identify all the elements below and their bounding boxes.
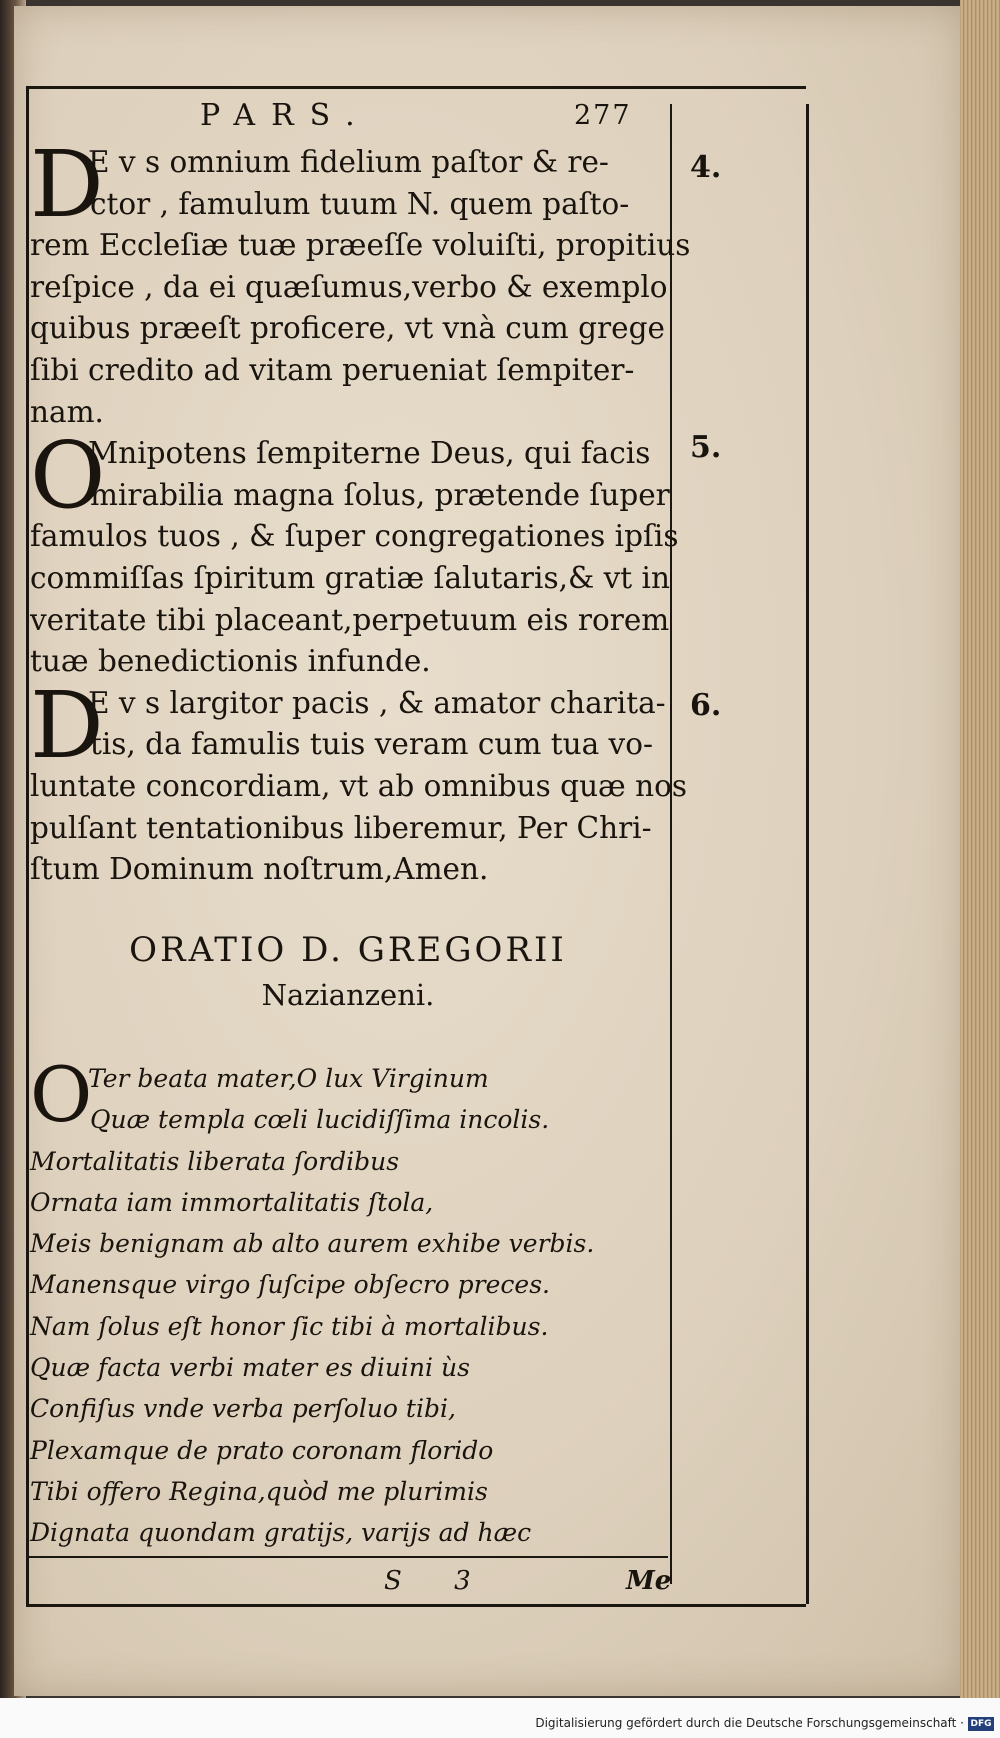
signature-mark: S 3 <box>384 1566 493 1596</box>
poem-line: Ter beata mater,O lux Virginum <box>88 1064 489 1093</box>
text-line: ſtum Dominum noſtrum,Amen. <box>30 852 489 887</box>
poem-text <box>30 1050 666 1554</box>
text-line: rem Eccleſiæ tuæ præeſſe voluiſti, propitius <box>30 228 691 263</box>
poem-line: Ornata iam immortalitatis ſtola, <box>30 1187 434 1217</box>
poem-line: Mortalitatis liberata ſordibus <box>30 1146 400 1176</box>
prayer-text <box>30 131 691 891</box>
text-line: reſpice , da ei quæſumus,verbo & exemplo <box>30 269 668 304</box>
bottom-rule <box>26 1604 806 1607</box>
poem-line: Plexamque de prato coronam florido <box>30 1435 494 1465</box>
running-head: PARS. <box>200 98 371 133</box>
poem-line: Manensque virgo ſuſcipe obſecro preces. <box>30 1270 550 1300</box>
text-line: commiſſas ſpiritum gratiæ ſalutaris,& vt in <box>30 560 670 595</box>
top-rule <box>26 86 806 89</box>
section-title: ORATIO D. GREGORII <box>129 930 567 970</box>
page-edges <box>960 0 1000 1738</box>
drop-cap: O <box>30 422 106 530</box>
text-line: tuæ benedictionis infunde. <box>30 644 431 679</box>
poem-line: Dignata quondam gratijs, varijs ad hæc <box>30 1518 532 1548</box>
left-rule <box>26 86 29 1606</box>
footer-bar <box>0 1698 1000 1738</box>
poem-line: Quæ templa cœli lucidiſſima incolis. <box>90 1105 550 1135</box>
poem-line: Confiſus vnde verba perſoluo tibi, <box>30 1394 456 1424</box>
text-line: mirabilia magna ſolus, prætende ſuper <box>90 477 670 512</box>
text-line: E v s omnium fidelium paſtor & re- <box>88 145 609 179</box>
catchword: Me <box>626 1566 672 1596</box>
poem-line: Tibi offero Regina,quòd me plurimis <box>30 1476 488 1506</box>
poem-line: Nam ſolus eſt honor ſic tibi à mortalibus. <box>30 1311 549 1341</box>
text-line: famulos tuos , & ſuper congregationes ipſis <box>30 519 679 554</box>
text-line: veritate tibi placeant,perpetuum eis rorem <box>30 602 670 637</box>
prayer-paragraph-5 <box>30 422 679 683</box>
right-rule <box>806 104 809 1604</box>
marginal-number: 6. <box>690 688 722 723</box>
prayer-paragraph-6 <box>30 671 688 891</box>
text-line: Mnipotens ſempiterne Deus, qui facis <box>88 436 651 471</box>
marginal-number: 4. <box>690 150 722 185</box>
text-line: quibus præeſt proficere, vt vnà cum grege <box>30 311 665 346</box>
inner-bottom-rule <box>26 1556 668 1558</box>
drop-cap: O <box>30 1050 93 1139</box>
dfg-logo[interactable]: DFG <box>968 1717 994 1731</box>
text-line: nam. <box>30 394 104 429</box>
text-line: ctor , famulum tuum N. quem paſto- <box>90 186 630 221</box>
drop-cap: D <box>30 671 104 779</box>
text-line: tis, da famulis tuis veram cum tua vo- <box>90 727 653 762</box>
page-number: 277 <box>574 100 632 131</box>
drop-cap: D <box>30 131 104 238</box>
text-line: ſibi credito ad vitam perueniat ſempiter- <box>30 352 635 387</box>
text-line: luntate concordiam, vt ab omnibus quæ nos <box>30 768 688 803</box>
text-line: pulſant tentationibus liberemur, Per Chri- <box>30 810 652 845</box>
prayer-paragraph-4 <box>30 131 691 433</box>
footer-credit: Digitalisierung gefördert durch die Deutsche Forschungsgemeinschaft · <box>535 1716 964 1730</box>
poem-line: Quæ facta verbi mater es diuini ùs <box>30 1353 470 1383</box>
column-rule <box>670 104 672 1584</box>
poem-line: Meis benignam ab alto aurem exhibe verbis. <box>30 1229 595 1259</box>
section-subtitle: Nazianzeni. <box>261 978 435 1012</box>
text-line: E v s largitor pacis , & amator charita- <box>88 685 666 720</box>
marginal-number: 5. <box>690 430 722 465</box>
